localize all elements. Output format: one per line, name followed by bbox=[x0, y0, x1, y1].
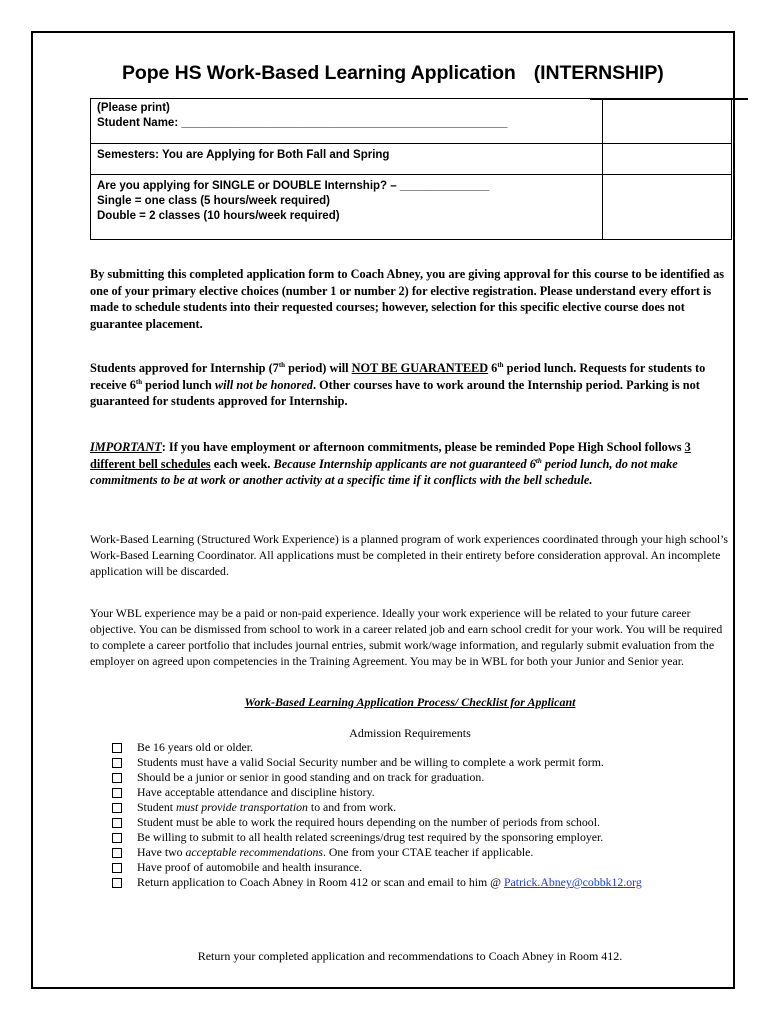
list-item: Be 16 years old or older. bbox=[112, 740, 642, 755]
approval-paragraph: By submitting this completed application form to Coach Abney, you are giving approval for this course to be identified as one of your primary elective choices (number 1 or number 2) for elective registration. Please understand every effort is made to schedule students into their requested courses; however, selection for this specific elective course does not guarantee placement. bbox=[90, 267, 725, 331]
double-definition: Double = 2 classes (10 hours/week required) bbox=[97, 210, 340, 222]
checkbox[interactable] bbox=[112, 758, 122, 768]
form-row-semesters bbox=[91, 144, 732, 175]
checkbox[interactable] bbox=[112, 848, 122, 858]
semesters-side-cell bbox=[603, 144, 732, 175]
admission-requirements-title: Admission Requirements bbox=[349, 726, 471, 740]
list-item: Have proof of automobile and health insurance. bbox=[112, 860, 642, 875]
single-double-question[interactable]: Are you applying for SINGLE or DOUBLE Internship? – ______________ bbox=[97, 180, 490, 192]
important-paragraph: IMPORTANT: If you have employment or afternoon commitments, please be reminded Pope High School follows 3 different bell schedules each week. Because Internship applicants are not guaranteed 6th period lunch, do not make commitments to be at work or another activity at a specific time if it conflicts with the bell schedule. bbox=[90, 440, 691, 487]
important-label: IMPORTANT bbox=[90, 440, 162, 454]
checkbox[interactable] bbox=[112, 773, 122, 783]
list-item: Have two acceptable recommendations. One from your CTAE teacher if applicable. bbox=[112, 845, 642, 860]
form-row-internship-type bbox=[91, 175, 732, 240]
checkbox[interactable] bbox=[112, 878, 122, 888]
student-name-side-cell bbox=[603, 99, 732, 144]
lunch-paragraph: Students approved for Internship (7th period) will NOT BE GUARANTEED 6th period lunch. Requests for students to receive 6th period lunch will not be honored. Other courses have to work around the Internship period. Parking is not guaranteed for students approved for Internship. bbox=[90, 360, 706, 408]
checkbox[interactable] bbox=[112, 818, 122, 828]
student-name-field[interactable]: Student Name: ___________________________________________________ bbox=[97, 117, 508, 129]
checkbox[interactable] bbox=[112, 743, 122, 753]
list-item: Student must be able to work the required hours depending on the number of periods from school. bbox=[112, 815, 642, 830]
checkbox[interactable] bbox=[112, 788, 122, 798]
semesters-cell bbox=[91, 144, 603, 175]
semesters-label: Semesters: You are Applying for Both Fall and Spring bbox=[97, 149, 390, 161]
form-row-student-name bbox=[91, 99, 732, 144]
list-item: Students must have a valid Social Security number and be willing to complete a work permit form. bbox=[112, 755, 642, 770]
list-item: Be willing to submit to all health related screenings/drug test required by the sponsoring employer. bbox=[112, 830, 642, 845]
requirements-checklist bbox=[112, 740, 642, 890]
checklist-title: Work-Based Learning Application Process/ Checklist for Applicant bbox=[244, 695, 576, 709]
title-main: Pope HS Work-Based Learning Application bbox=[122, 62, 516, 84]
list-item: Student must provide transportation to and from work. bbox=[112, 800, 642, 815]
not-guaranteed-text: NOT BE GUARANTEED bbox=[351, 361, 489, 375]
wbl-experience-paragraph: Your WBL experience may be a paid or non-paid experience. Ideally your work experience will be related to your future career objective. You can be dismissed from school to work in a career related job and earn school credit for your work. You will be required to complete a career portfolio that includes journal entries, submit work/wage information, and regularly submit evaluation from the employer on agreed upon competencies in the Training Agreement. You may be in WBL for both your Junior and Senior year. bbox=[90, 606, 723, 668]
bell-schedules-text: 3 different bell schedules bbox=[90, 440, 691, 471]
student-name-cell[interactable] bbox=[91, 99, 603, 144]
internship-type-cell[interactable] bbox=[91, 175, 603, 240]
internship-type-side-cell bbox=[603, 175, 732, 240]
checkbox[interactable] bbox=[112, 833, 122, 843]
footer-instruction: Return your completed application and recommendations to Coach Abney in Room 412. bbox=[197, 949, 623, 963]
single-definition: Single = one class (5 hours/week required) bbox=[97, 195, 330, 207]
application-form-table bbox=[90, 98, 732, 240]
list-item: Have acceptable attendance and discipline history. bbox=[112, 785, 642, 800]
will-not-be-honored-text: will not be honored bbox=[214, 377, 313, 392]
please-print-label: (Please print) bbox=[97, 102, 170, 114]
email-link[interactable]: Patrick.Abney@cobbk12.org bbox=[504, 875, 642, 889]
list-item: Return application to Coach Abney in Room 412 or scan and email to him @ Patrick.Abney@cobbk12.org bbox=[112, 875, 642, 890]
checkbox[interactable] bbox=[112, 863, 122, 873]
checkbox[interactable] bbox=[112, 803, 122, 813]
list-item: Should be a junior or senior in good standing and on track for graduation. bbox=[112, 770, 642, 785]
wbl-definition-paragraph: Work-Based Learning (Structured Work Experience) is a planned program of work experiences coordinated through your high school’s Work-Based Learning Coordinator. All applications must be completed in their entirety before consideration approval. An incomplete application will be discarded. bbox=[90, 532, 728, 578]
title-tag: (INTERNSHIP) bbox=[533, 62, 664, 84]
page-title bbox=[122, 62, 664, 85]
